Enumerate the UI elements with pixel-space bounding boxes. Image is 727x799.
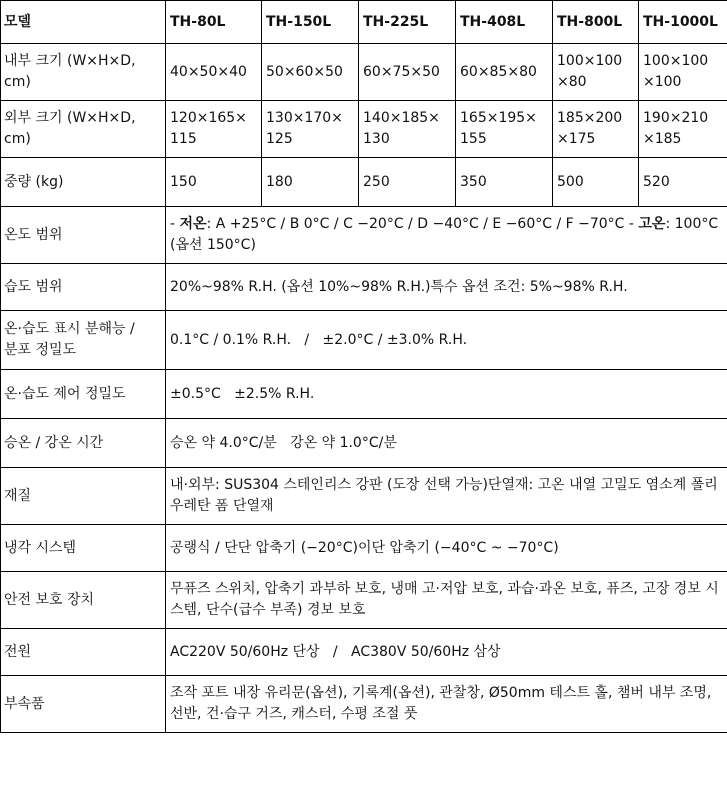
- table-cell: 내·외부: SUS304 스테인리스 강판 (도장 선택 가능)단열재: 고온 내열 고밀도 염소계 폴리우레탄 폼 단열재: [166, 468, 727, 525]
- row-label: 온·습도 제어 정밀도: [1, 370, 166, 419]
- high-temp-values: : 100°C (옵션 150°C): [170, 216, 719, 253]
- row-label: 중량 (kg): [1, 158, 166, 207]
- header-row: [1, 1, 727, 44]
- model-header: TH-408L: [456, 1, 553, 44]
- ramp-time-row: [1, 419, 727, 468]
- row-label: 전원: [1, 629, 166, 676]
- table-cell: 130×170× 125: [262, 101, 359, 158]
- low-temp-values: : A +25°C / B 0°C / C −20°C / D −40°C / E −60°C / F −70°C -: [206, 216, 639, 232]
- row-label: 온·습도 표시 분해능 / 분포 정밀도: [1, 311, 166, 370]
- temp-range-row: [1, 207, 727, 264]
- model-header: TH-80L: [166, 1, 262, 44]
- row-label: 승온 / 강온 시간: [1, 419, 166, 468]
- table-cell: 100×100 ×80: [553, 44, 639, 101]
- row-label: 재질: [1, 468, 166, 525]
- table-cell: 20%~98% R.H. (옵션 10%~98% R.H.)특수 옵션 조건: 5%~98% R.H.: [166, 264, 727, 311]
- high-temp-label: 고온: [638, 216, 666, 232]
- table-cell: 100×100 ×100: [639, 44, 727, 101]
- control-accuracy-row: [1, 370, 727, 419]
- table-cell: 120×165× 115: [166, 101, 262, 158]
- cooling-row: [1, 525, 727, 572]
- table-cell: 165×195× 155: [456, 101, 553, 158]
- table-cell: 40×50×40: [166, 44, 262, 101]
- table-cell: 승온 약 4.0°C/분 강온 약 1.0°C/분: [166, 419, 727, 468]
- table-cell: 520: [639, 158, 727, 207]
- table-cell: 150: [166, 158, 262, 207]
- low-temp-label: 저온: [179, 216, 207, 232]
- weight-row: [1, 158, 727, 207]
- power-row: [1, 629, 727, 676]
- table-cell: 180: [262, 158, 359, 207]
- temp-range-value: [166, 207, 727, 264]
- model-header: TH-800L: [553, 1, 639, 44]
- inner-size-row: [1, 44, 727, 101]
- material-row: [1, 468, 727, 525]
- row-label: 냉각 시스템: [1, 525, 166, 572]
- row-label: 온도 범위: [1, 207, 166, 264]
- display-resolution-row: [1, 311, 727, 370]
- table-cell: 50×60×50: [262, 44, 359, 101]
- table-cell: 60×85×80: [456, 44, 553, 101]
- table-cell: 무퓨즈 스위치, 압축기 과부하 보호, 냉매 고·저압 보호, 과습·과온 보호, 퓨즈, 고장 경보 시스템, 단수(급수 부족) 경보 보호: [166, 572, 727, 629]
- table-cell: 190×210 ×185: [639, 101, 727, 158]
- row-label: 내부 크기 (W×H×D, cm): [1, 44, 166, 101]
- row-label: 안전 보호 장치: [1, 572, 166, 629]
- safety-row: [1, 572, 727, 629]
- table-cell: 250: [359, 158, 456, 207]
- row-label: 습도 범위: [1, 264, 166, 311]
- outer-size-row: [1, 101, 727, 158]
- row-label: 외부 크기 (W×H×D, cm): [1, 101, 166, 158]
- model-header: TH-1000L: [639, 1, 727, 44]
- accessories-row: [1, 676, 727, 733]
- table-cell: 공랭식 / 단단 압축기 (−20°C)이단 압축기 (−40°C ~ −70°C): [166, 525, 727, 572]
- table-cell: 350: [456, 158, 553, 207]
- model-header: TH-225L: [359, 1, 456, 44]
- table-cell: ±0.5°C ±2.5% R.H.: [166, 370, 727, 419]
- model-header: TH-150L: [262, 1, 359, 44]
- humidity-range-row: [1, 264, 727, 311]
- model-label: 모델: [1, 1, 166, 44]
- row-label: 부속품: [1, 676, 166, 733]
- table-cell: 140×185× 130: [359, 101, 456, 158]
- table-cell: 조작 포트 내장 유리문(옵션), 기록계(옵션), 관찰창, Ø50mm 테스트 홀, 챔버 내부 조명, 선반, 건·습구 거즈, 캐스터, 수평 조절 풋: [166, 676, 727, 733]
- table-cell: 0.1°C / 0.1% R.H. / ±2.0°C / ±3.0% R.H.: [166, 311, 727, 370]
- table-cell: AC220V 50/60Hz 단상 / AC380V 50/60Hz 삼상: [166, 629, 727, 676]
- temp-prefix: -: [170, 216, 180, 232]
- table-cell: 60×75×50: [359, 44, 456, 101]
- table-cell: 500: [553, 158, 639, 207]
- table-cell: 185×200 ×175: [553, 101, 639, 158]
